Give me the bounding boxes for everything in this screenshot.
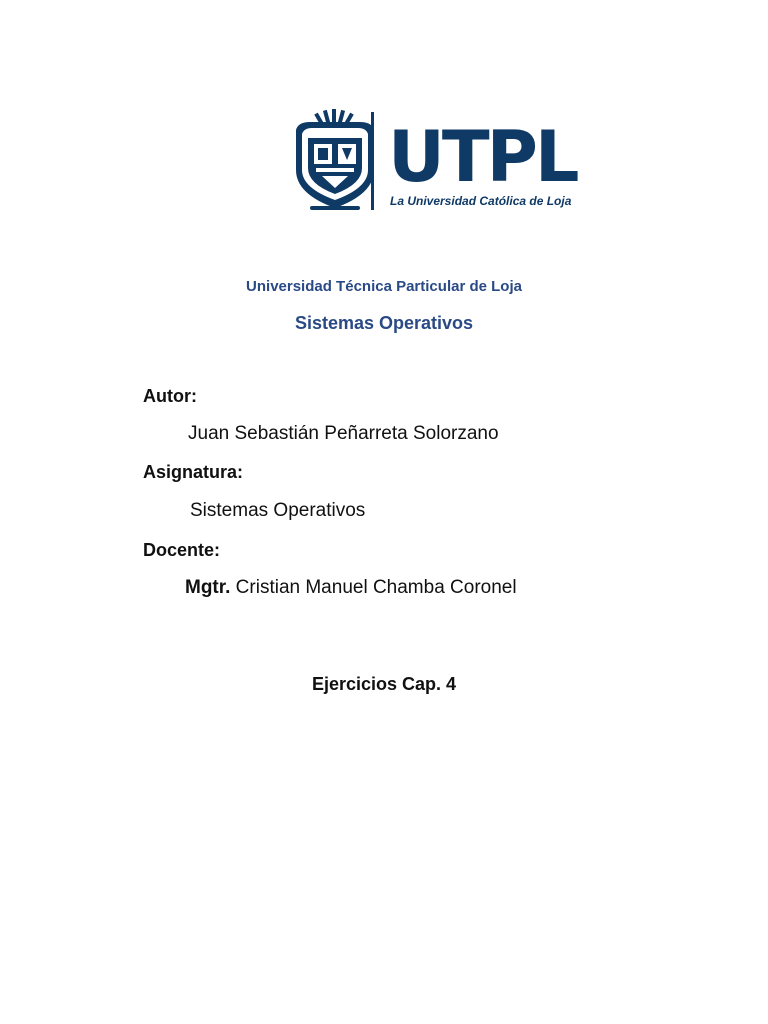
subject-value: Sistemas Operativos bbox=[190, 500, 366, 521]
author-label: Autor: bbox=[143, 386, 197, 406]
teacher-value: Cristian Manuel Chamba Coronel bbox=[235, 577, 517, 598]
author-value: Juan Sebastián Peñarreta Solorzano bbox=[188, 423, 499, 444]
teacher-prefix: Mgtr. bbox=[185, 577, 231, 598]
logo-wordmark: UTPL bbox=[388, 116, 577, 198]
utpl-logo bbox=[290, 108, 580, 214]
teacher-line bbox=[185, 577, 517, 599]
university-seal-icon bbox=[290, 108, 380, 214]
logo-divider bbox=[371, 112, 374, 210]
subject-label: Asignatura: bbox=[143, 462, 244, 482]
assignment-title: Ejercicios Cap. 4 bbox=[311, 674, 457, 694]
logo-tagline: La Universidad Católica de Loja bbox=[390, 194, 572, 208]
university-name: Universidad Técnica Particular de Loja bbox=[246, 278, 522, 295]
course-title: Sistemas Operativos bbox=[294, 313, 474, 333]
teacher-label: Docente: bbox=[143, 540, 221, 560]
